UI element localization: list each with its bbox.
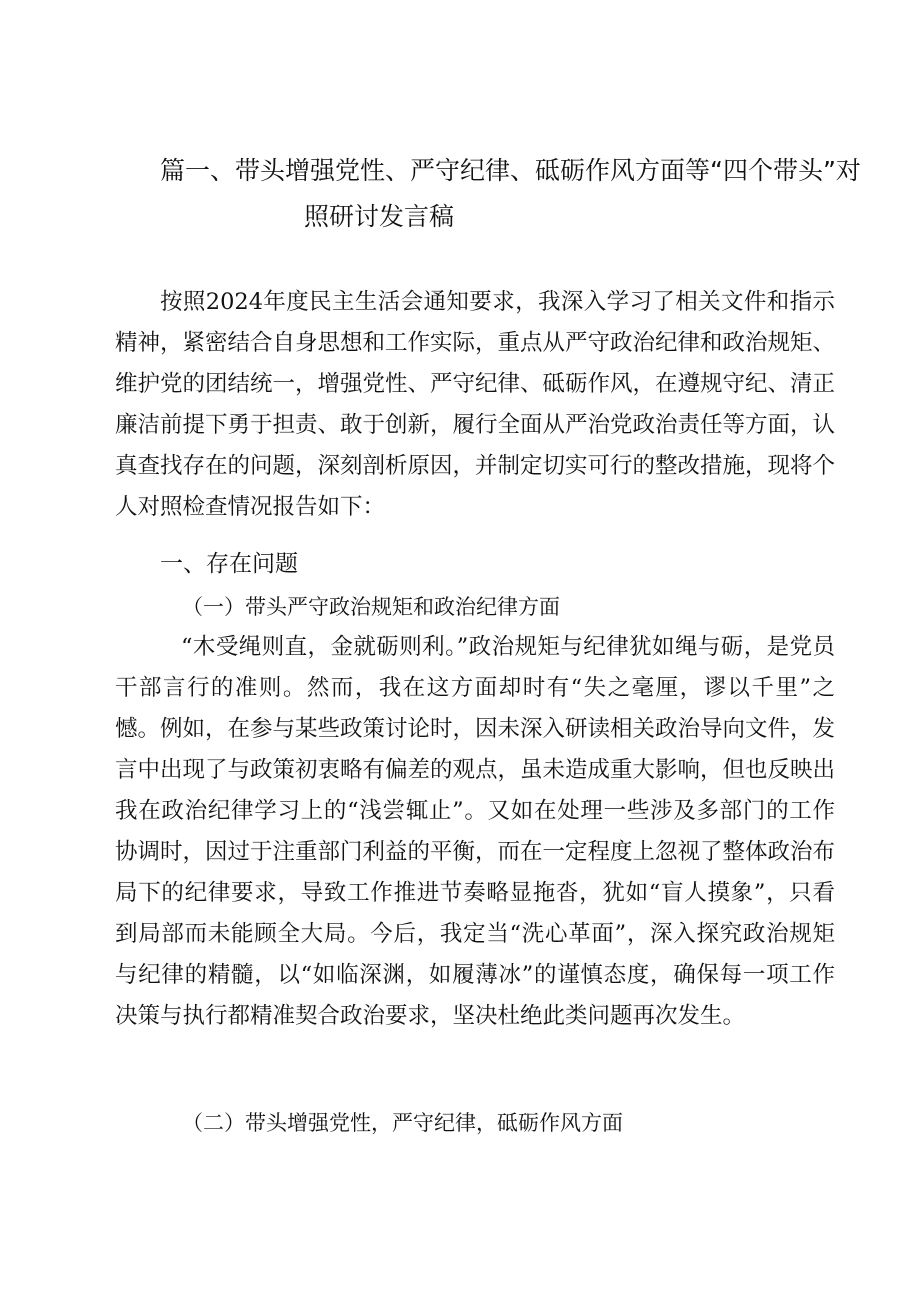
subsection-1-paragraph: “木受绳则直，金就砺则利。”政治规矩与纪律犹如绳与砺，是党员干部言行的准则。然而，我在这方面却时有“失之毫厘，谬以千里”之憾。例如，在参与某些政策讨论时，因未深入研读相关政治导向文件，发言中出现了与政策初衷略有偏差的观点，虽未造成重大影响，但也反映出我在政治纪律学习上的“浅尝辄止”。又如在处理一些涉及多部门的工作协调时，因过于注重部门利益的平衡，而在一定程度上忽视了整体政治布局下的纪律要求，导致工作推进节奏略显拖沓，犹如“盲人摸象”，只看到局部而未能顾全大局。今后，我定当“洗心革面”，深入探究政治规矩与纪律的精髓，以“如临深渊，如履薄冰”的谨慎态度，确保每一项工作决策与执行都精准契合政治要求，坚决杜绝此类问题再次发生。 xyxy=(115,634,836,1029)
section-heading-problems: 一、存在问题 xyxy=(160,551,298,577)
document-title-line-1: 篇一、带头增强党性、严守纪律、砥砺作风方面等“四个带头”对 xyxy=(160,156,861,185)
document-title-line-2: 照研讨发言稿 xyxy=(304,202,455,231)
intro-paragraph: 按照2024年度民主生活会通知要求，我深入学习了相关文件和指示精神，紧密结合自身思想和工作实际，重点从严守政治纪律和政治规矩、维护党的团结统一，增强党性、严守纪律、砥砺作风，在遵规守纪、清正廉洁前提下勇于担责、敢于创新，履行全面从严治党政治责任等方面，认真查找存在的问题，深刻剖析原因，并制定切实可行的整改措施，现将个人对照检查情况报告如下： xyxy=(115,289,836,520)
subsection-heading-2: （二）带头增强党性，严守纪律，砥砺作风方面 xyxy=(182,1111,623,1135)
subsection-heading-1: （一）带头严守政治规矩和政治纪律方面 xyxy=(182,595,560,619)
